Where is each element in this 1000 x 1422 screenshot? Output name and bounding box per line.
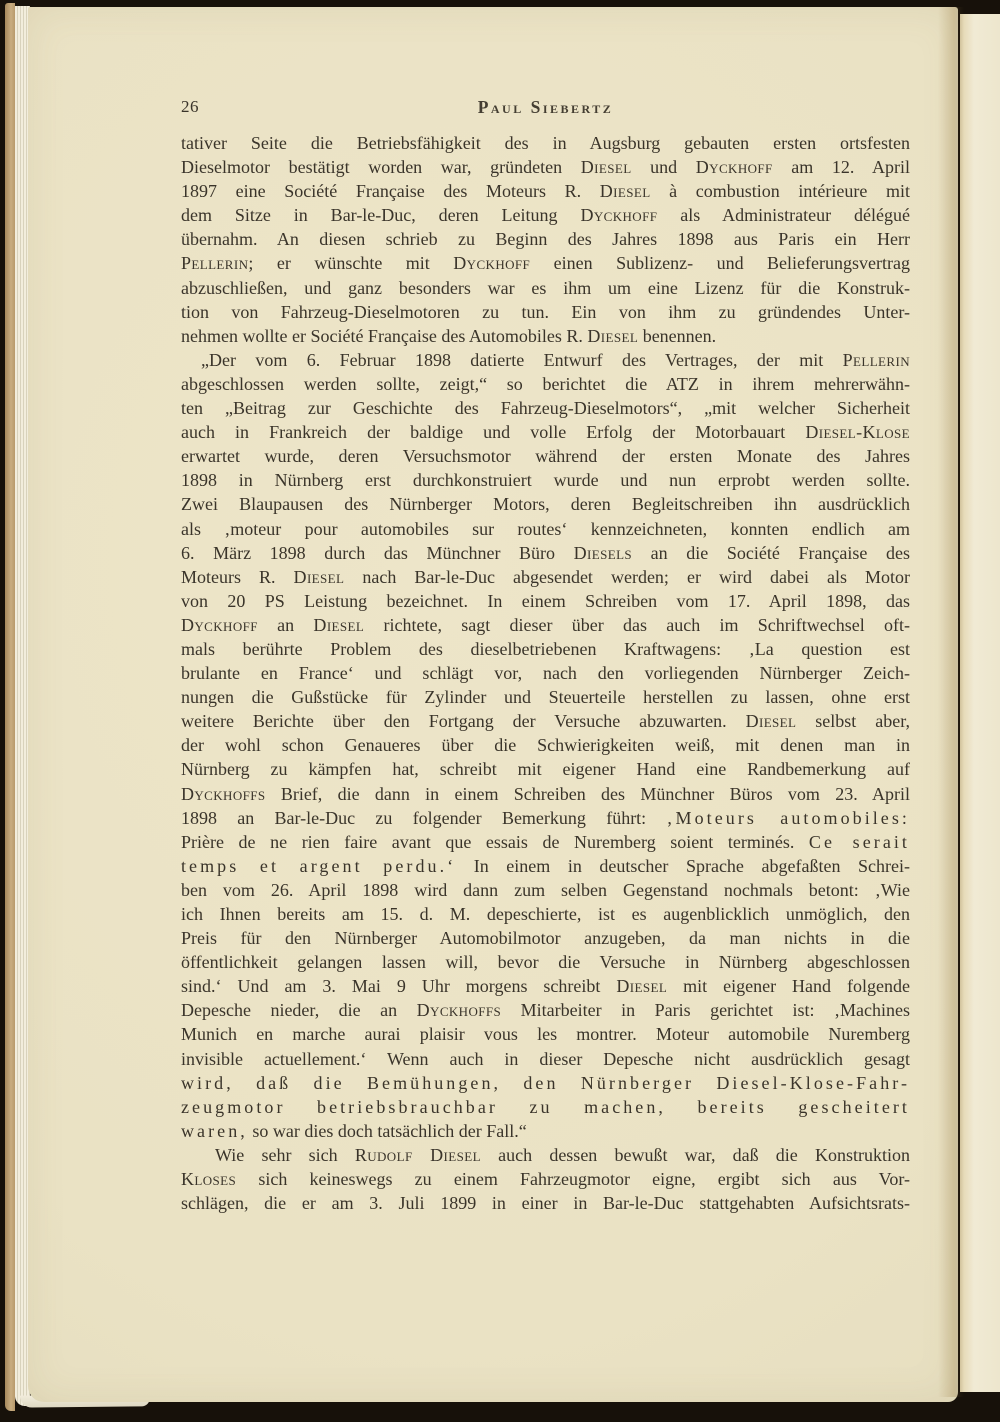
page-header (181, 97, 910, 121)
text-line: dem Sitze in Bar-le-Duc, deren Leitung Dyckhoff als Administrateur délégué (181, 205, 910, 226)
text-line: als ‚moteur pour automobiles sur routes‘ kennzeichneten, konnten endlich am (181, 518, 910, 539)
small-caps-name: Diesel (587, 325, 639, 346)
text-line: Dyckhoff an Diesel richtete, sagt dieser über das auch im Schriftwechsel oft- (181, 614, 910, 635)
text-line: Kloses sich keineswegs zu einem Fahrzeugmotor eigne, ergibt sich aus Vor- (181, 1169, 910, 1190)
text-line: weitere Berichte über den Fortgang der Versuche abzuwarten. Diesel selbst aber, (181, 711, 910, 732)
text-line: 1898 in Nürnberg erst durchkonstruiert wurde und nun erprobt werden sollte. (181, 470, 910, 491)
text-line: Zwei Blaupausen des Nürnberger Motors, deren Begleitschreiben ihn ausdrücklich (181, 494, 910, 515)
text-line (181, 1071, 910, 1095)
text-line: „Der vom 6. Februar 1898 datierte Entwurf des Vertrages, der mit Pellerin (201, 349, 910, 370)
small-caps-name: Diesel-Klose (805, 422, 910, 443)
running-head: Paul Siebertz (477, 97, 614, 117)
text-line: erwartet wurde, deren Versuchsmotor während der ersten Monate des Jahres (181, 446, 910, 467)
adjacent-page-edge (960, 14, 1000, 1392)
text-line: Wie sehr sich Rudolf Diesel auch dessen bewußt war, daß die Konstruktion (215, 1144, 910, 1165)
small-caps-name: Dyckhoff (181, 614, 258, 635)
text-line: übernahm. An diesen schrieb zu Beginn des Jahres 1898 aus Paris ein Herr (181, 229, 910, 250)
body-text (181, 131, 910, 1215)
text-line: Dieselmotor bestätigt worden war, gründeten Diesel und Dyckhoff am 12. April (181, 157, 910, 178)
small-caps-name: Dyckhoff (695, 157, 773, 178)
letter-spaced-text: ‚Moteurs automobiles: (666, 807, 910, 828)
text-line: Depesche nieder, die an Dyckhoffs Mitarbeiter in Paris gerichtet ist: ‚Machines (181, 1000, 910, 1021)
text-line: schlägen, die er am 3. Juli 1899 in einer in Bar-le-Duc stattgehabten Aufsichtsrats- (181, 1193, 910, 1214)
text-line: Prière de ne rien faire avant que essais de Nuremberg soient terminés. Ce serait (181, 831, 910, 852)
small-caps-name: Pellerin (181, 253, 249, 274)
small-caps-name: Dyckhoffs (181, 783, 266, 804)
text-line: ten „Beitrag zur Geschichte des Fahrzeug-Dieselmotors“, „mit welcher Sicherheit (181, 398, 910, 419)
text-line: öffentlichkeit gelangen lassen will, bevor die Versuche in Nürnberg abgeschlossen (181, 952, 910, 973)
text-line (181, 1095, 910, 1119)
small-caps-name: Pellerin (842, 349, 910, 370)
text-line: Moteurs R. Diesel nach Bar-le-Duc abgesendet werden; er wird dabei als Motor (181, 566, 910, 587)
small-caps-name: Diesel (616, 976, 668, 997)
text-line: Pellerin; er wünschte mit Dyckhoff einen Sublizenz- und Belieferungsvertrag (181, 253, 910, 274)
letter-spaced-text: zeugmotor betriebsbrauchbar zu machen, bereits gescheitert (181, 1096, 910, 1117)
text-line: abgeschlossen werden sollte, zeigt,“ so berichtet die ATZ in ihrem mehrerwähn- (181, 373, 910, 394)
text-line: abzuschließen, und ganz besonders war es ihm um eine Lizenz für die Konstruk- (181, 277, 910, 298)
text-line: 1897 eine Société Française des Moteurs R. Diesel à combustion intérieure mit (181, 181, 910, 202)
text-line: brulante en France‘ und schlägt vor, nach den vorliegenden Nürnberger Zeich- (181, 663, 910, 684)
book-page (28, 7, 958, 1402)
text-line: der wohl schon Genaueres über die Schwierigkeiten weiß, mit denen man in (181, 735, 910, 756)
text-line: mals berührte Problem des dieselbetriebenen Kraftwagens: ‚La question est (181, 638, 910, 659)
text-line: sind.‘ Und am 3. Mai 9 Uhr morgens schreibt Diesel mit eigener Hand folgende (181, 976, 910, 997)
small-caps-name: Diesel (313, 614, 365, 635)
text-line: tion von Fahrzeug-Dieselmotoren zu tun. Ein von ihm zu gründendes Unter- (181, 301, 910, 322)
text-line: 1898 an Bar-le-Duc zu folgender Bemerkung führt: ‚Moteurs automobiles: (181, 807, 910, 828)
small-caps-name: Diesel (745, 711, 797, 732)
letter-spaced-text: temps et argent perdu.‘ (181, 855, 457, 876)
small-caps-name: Diesel (580, 157, 632, 178)
letter-spaced-text: wird, daß die Bemühungen, den Nürnberger Diesel-Klose-Fahr- (181, 1072, 910, 1093)
text-line: invisible actuellement.‘ Wenn auch in dieser Depesche nicht ausdrücklich gesagt (181, 1048, 910, 1069)
text-line: nehmen wollte er Société Française des Automobiles R. Diesel benennen. (181, 325, 717, 346)
text-line: Nürnberg zu kämpfen hat, schreibt mit eigener Hand eine Randbemerkung auf (181, 759, 910, 780)
small-caps-name: Dyckhoff (453, 253, 531, 274)
letter-spaced-text: Ce serait (808, 831, 910, 852)
letter-spaced-text: waren, (181, 1120, 248, 1141)
text-line: auch in Frankreich der baldige und volle Erfolg der Motorbauart Diesel-Klose (181, 422, 910, 443)
text-line: waren, so war dies doch tatsächlich der Fall.“ (181, 1120, 527, 1141)
book-cover-edge (5, 3, 15, 1411)
small-caps-name: Diesels (573, 542, 633, 563)
text-line: tativer Seite die Betriebsfähigkeit des in Augsburg gebauten ersten ortsfesten (181, 133, 910, 153)
small-caps-name: Diesel (293, 566, 345, 587)
small-caps-name: Dyckhoffs (416, 1000, 502, 1021)
small-caps-name: Diesel (599, 181, 651, 202)
small-caps-name: Rudolf Diesel (354, 1144, 481, 1165)
text-line: nungen die Gußstücke für Zylinder und Steuerteile herstellen zu lassen, ohne erst (181, 687, 910, 708)
small-caps-name: Kloses (181, 1169, 237, 1190)
text-line: 6. März 1898 durch das Münchner Büro Diesels an die Société Française des (181, 542, 910, 563)
page-number: 26 (181, 97, 199, 116)
text-line: Munich en marche aurai plaisir vous les montrer. Moteur automobile Nuremberg (181, 1024, 910, 1045)
text-line: ben vom 26. April 1898 wird dann zum selben Gegenstand nochmals betont: ‚Wie (181, 879, 910, 900)
text-line: von 20 PS Leistung bezeichnet. In einem Schreiben vom 17. April 1898, das (181, 590, 910, 611)
small-caps-name: Dyckhoff (580, 205, 658, 226)
text-line: ich Ihnen bereits am 15. d. M. depeschierte, ist es augenblicklich unmöglich, den (181, 904, 910, 924)
text-line: Preis für den Nürnberger Automobilmotor anzugeben, da man nichts in die (181, 928, 910, 949)
text-line: Dyckhoffs Brief, die dann in einem Schreiben des Münchner Büros vom 23. April (181, 783, 910, 804)
text-line: temps et argent perdu.‘ In einem in deutscher Sprache abgefaßten Schrei- (181, 855, 910, 876)
